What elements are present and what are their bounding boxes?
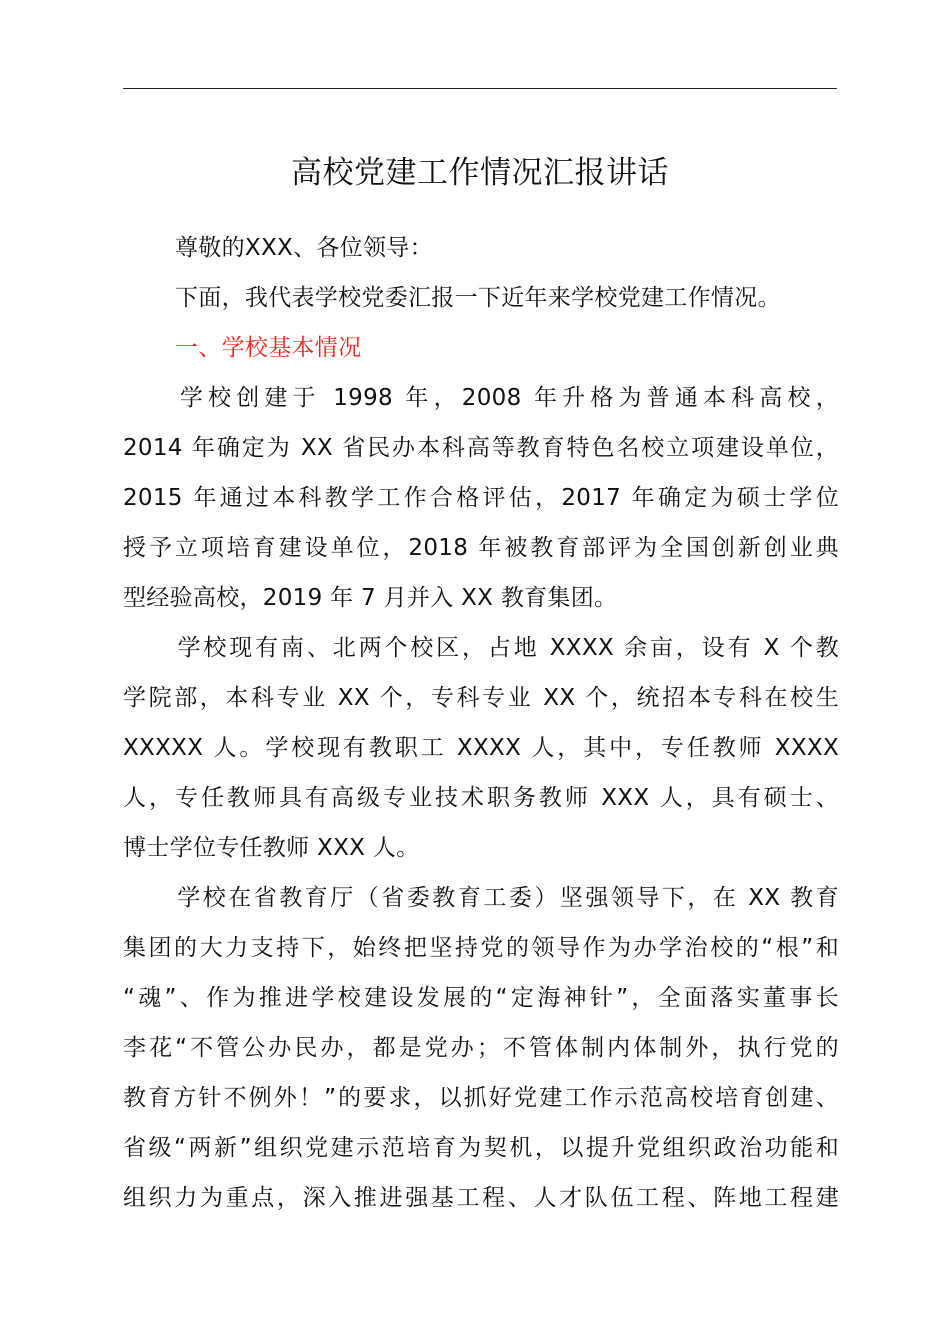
intro-line xyxy=(123,273,839,323)
section-heading: 一、学校基本情况 xyxy=(175,335,362,361)
paragraph-line: 2014 年确定为 XX 省民办本科高等教育特色名校立项建设单位， xyxy=(123,435,839,461)
paragraph-text: 学校创建于 1998 年，2008 年升格为普通本科高校， xyxy=(175,385,839,411)
paragraph-line xyxy=(123,873,839,923)
paragraph-line: 学院部，本科专业 XX 个，专科专业 XX 个，统招本专科在校生 xyxy=(123,685,839,711)
paragraph-line: 教育方针不例外！”的要求，以抓好党建工作示范高校培育创建、 xyxy=(123,1085,839,1111)
paragraph-line: XXXXX 人。学校现有教职工 XXXX 人，其中，专任教师 XXXX xyxy=(123,735,839,761)
intro-text: 下面，我代表学校党委汇报一下近年来学校党建工作情况。 xyxy=(175,285,781,311)
header-rule xyxy=(123,88,837,89)
paragraph-line: 省级“两新”组织党建示范培育为契机，以提升党组织政治功能和 xyxy=(123,1135,839,1161)
paragraph-text: 学校现有南、北两个校区，占地 XXXX 余亩，设有 X 个教 xyxy=(175,635,839,661)
paragraph-leadership xyxy=(123,873,839,1223)
paragraph-line: “魂”、作为推进学校建设发展的“定海神针”，全面落实董事长 xyxy=(123,985,839,1011)
paragraph-line: 集团的大力支持下，始终把坚持党的领导作为办学治校的“根”和 xyxy=(123,935,839,961)
page-title: 高校党建工作情况汇报讲话 xyxy=(291,155,669,191)
paragraph-line: 博士学位专任教师 XXX 人。 xyxy=(123,835,420,861)
paragraph-line: 2015 年通过本科教学工作合格评估，2017 年确定为硕士学位 xyxy=(123,485,839,511)
paragraph-line: 组织力为重点，深入推进强基工程、人才队伍工程、阵地工程建 xyxy=(123,1185,839,1211)
salutation-line xyxy=(123,223,839,273)
salutation: 尊敬的XXX、各位领导： xyxy=(175,235,433,261)
paragraph-scale xyxy=(123,623,839,873)
document-body xyxy=(123,223,839,1223)
paragraph-line xyxy=(123,373,839,423)
paragraph-history xyxy=(123,373,839,623)
paragraph-line xyxy=(123,623,839,673)
paragraph-line: 人，专任教师具有高级专业技术职务教师 XXX 人，具有硕士、 xyxy=(123,785,839,811)
paragraph-text: 学校在省教育厅（省委教育工委）坚强领导下，在 XX 教育 xyxy=(175,885,839,911)
paragraph-line: 李花“不管公办民办，都是党办；不管体制内体制外，执行党的 xyxy=(123,1035,839,1061)
section-heading-line xyxy=(123,323,839,373)
paragraph-line: 型经验高校，2019 年 7 月并入 XX 教育集团。 xyxy=(123,585,618,611)
paragraph-line: 授予立项培育建设单位，2018 年被教育部评为全国创新创业典 xyxy=(123,535,839,561)
